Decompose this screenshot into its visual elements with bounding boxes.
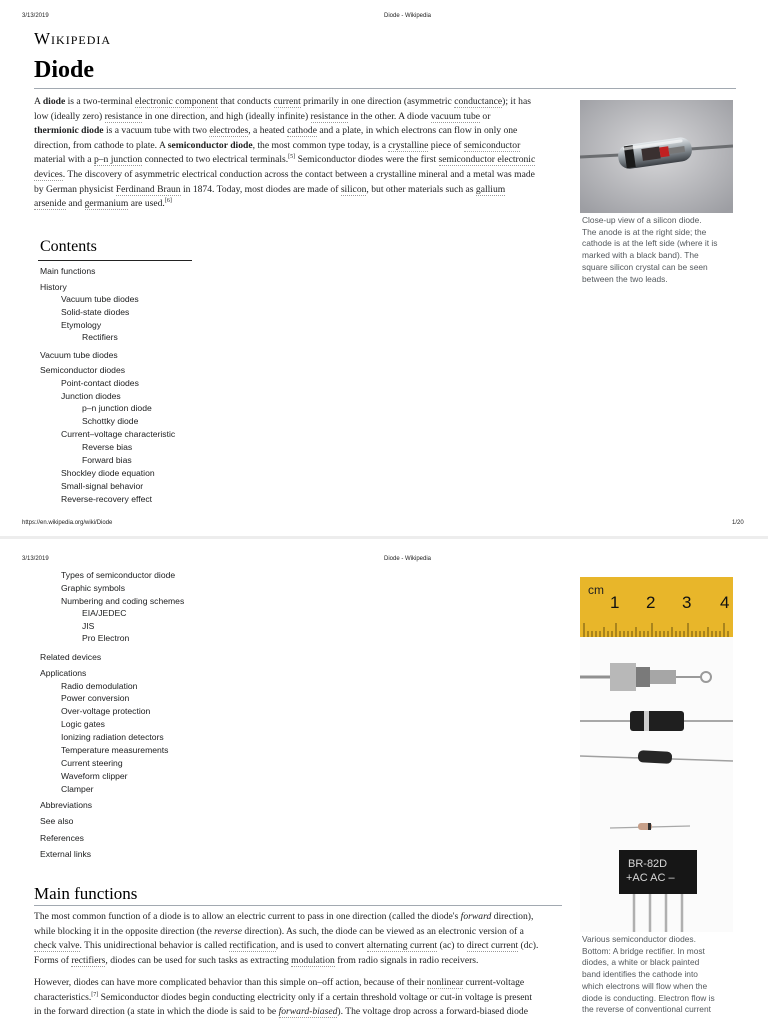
section-heading-main-functions: Main functions: [34, 884, 138, 903]
toc-item[interactable]: EIA/JEDEC: [82, 608, 127, 618]
toc-item[interactable]: Schottky diode: [82, 416, 139, 426]
intro-line: direction, from cathode to plate. A semiconductor diode, the most common type today, is a crystalline piece of semiconductor: [34, 139, 521, 151]
toc-item[interactable]: JIS: [82, 621, 95, 631]
toc-item[interactable]: Small-signal behavior: [61, 481, 144, 491]
link-germanium[interactable]: germanium: [84, 198, 129, 210]
toc-item[interactable]: Waveform clipper: [61, 771, 128, 781]
toc-item[interactable]: Current steering: [61, 758, 123, 768]
intro-line: thermionic diode is a vacuum tube with two electrodes, a heated cathode and a plate, in which electrons can flow in only one: [34, 125, 518, 137]
various-diodes-photo[interactable]: [580, 577, 733, 932]
link-semiconductor-electronic[interactable]: semiconductor electronic: [438, 154, 536, 166]
toc-item[interactable]: Current–voltage characteristic: [61, 429, 176, 439]
section-divider: [34, 905, 562, 906]
toc-item[interactable]: Logic gates: [61, 719, 105, 729]
toc-item[interactable]: p–n junction diode: [82, 403, 152, 413]
link-arsenide[interactable]: arsenide: [34, 198, 66, 210]
toc-item[interactable]: Rectifiers: [82, 332, 118, 342]
toc-item[interactable]: Types of semiconductor diode: [61, 570, 176, 580]
toc-item[interactable]: Shockley diode equation: [61, 468, 155, 478]
toc-item[interactable]: Clamper: [61, 784, 94, 794]
page2-header-date: 3/13/2019: [22, 556, 49, 562]
image-caption-1: Close-up view of a silicon diode. The anode is at the right side; the cathode is at the left side (where it is marked with a black band). The square silicon crystal can be seen between the two leads.: [582, 215, 718, 284]
page1-header-title: Diode - Wikipedia: [384, 13, 432, 19]
toc-item[interactable]: Numbering and coding schemes: [61, 596, 185, 606]
link-resistance-2[interactable]: resistance: [310, 110, 349, 122]
toc-item[interactable]: Etymology: [61, 320, 102, 330]
bridge-rectifier-marking: BR-82D: [628, 858, 668, 870]
toc-item[interactable]: Junction diodes: [61, 391, 121, 401]
link-rectifiers[interactable]: rectifiers: [71, 954, 106, 966]
title-divider: [34, 88, 736, 89]
page1-header-date: 3/13/2019: [22, 13, 49, 19]
ruler-label-3: 3: [682, 593, 692, 612]
page-separator: [0, 536, 768, 539]
toc-item[interactable]: Power conversion: [61, 693, 130, 703]
bridge-rectifier-pins-marking: +AC AC –: [626, 872, 675, 884]
main-functions-paragraph-2: However, diodes can have more complicated behavior than this simple on–off action, because of their nonlinear current-voltage characteristics.[7] Semiconductor diodes begin conducting electricity only if a certain threshold voltage or cut-in voltage is present in the forward direction (a state in which the diode is said to be forward-biased). The voltage drop across a forward-biased diode: [34, 977, 532, 1018]
intro-paragraph: [34, 95, 562, 212]
toc-item[interactable]: Ionizing radiation detectors: [61, 732, 164, 742]
ruler-label-1: 1: [610, 593, 620, 612]
link-forward-biased[interactable]: forward-biased: [278, 1006, 338, 1018]
intro-line: low (ideally zero) resistance in one direction, and high (ideally infinite) resistance in the other. A diode vacuum tube or: [34, 110, 491, 122]
toc-item[interactable]: Pro Electron: [82, 633, 130, 643]
toc-item[interactable]: Semiconductor diodes: [40, 365, 126, 375]
toc-item[interactable]: Reverse bias: [82, 442, 133, 452]
toc-item[interactable]: Temperature measurements: [61, 745, 169, 755]
toc-item[interactable]: Solid-state diodes: [61, 307, 130, 317]
toc-item[interactable]: Forward bias: [82, 455, 132, 465]
link-semiconductor[interactable]: semiconductor: [463, 139, 521, 151]
toc-item[interactable]: Over-voltage protection: [61, 706, 151, 716]
link-devices[interactable]: devices: [34, 168, 63, 180]
link-rectification[interactable]: rectification: [229, 940, 276, 952]
ruler-label-2: 2: [646, 593, 656, 612]
link-pn-junction[interactable]: p–n junction: [93, 154, 143, 166]
link-electrodes[interactable]: electrodes: [209, 125, 249, 137]
link-alternating-current[interactable]: alternating current: [366, 940, 438, 952]
link-silicon[interactable]: silicon: [340, 183, 367, 195]
intro-line: material with a p–n junction connected to two electrical terminals.[5] Semiconductor diodes were the first semiconductor electronic: [34, 154, 536, 166]
link-vacuum-tube[interactable]: vacuum tube: [430, 110, 481, 122]
link-ferdinand-braun[interactable]: Ferdinand Braun: [115, 183, 181, 195]
toc-item[interactable]: Vacuum tube diodes: [61, 294, 139, 304]
image-caption-2: Various semiconductor diodes. Bottom: A bridge rectifier. In most diodes, a white or black painted band identifies the cathode into which electrons will flow when the diode is conducting. Electron flow is the reverse of conventional current: [582, 934, 715, 1015]
link-direct-current[interactable]: direct current: [466, 940, 519, 952]
intro-line: by German physicist Ferdinand Braun in 1874. Today, most diodes are made of silicon, but other materials such as gallium: [34, 183, 506, 195]
toc-item[interactable]: Reverse-recovery effect: [61, 494, 153, 504]
page1-footer-page-number: 1/20: [732, 520, 744, 526]
ruler-unit: cm: [588, 583, 604, 597]
intro-line: A diode is a two-terminal electronic component that conducts current primarily in one direction (asymmetric conductance); it has: [34, 96, 531, 107]
link-gallium[interactable]: gallium: [475, 183, 506, 195]
link-modulation[interactable]: modulation: [291, 954, 335, 966]
link-resistance[interactable]: resistance: [104, 110, 143, 122]
link-check-valve[interactable]: check valve: [34, 940, 80, 952]
toc-item[interactable]: History: [40, 282, 67, 292]
toc-item[interactable]: Applications: [40, 668, 87, 678]
toc-item[interactable]: Vacuum tube diodes: [40, 350, 118, 360]
reference-5[interactable]: [5]: [288, 154, 296, 161]
contents-heading: Contents: [40, 238, 97, 255]
page2-header-title: Diode - Wikipedia: [384, 556, 432, 562]
reference-7[interactable]: [7]: [91, 991, 99, 998]
ruler-label-4: 4: [720, 593, 730, 612]
link-electronic-component[interactable]: electronic component: [135, 96, 218, 107]
toc-item[interactable]: Point-contact diodes: [61, 378, 139, 388]
intro-line: arsenide and germanium are used.[6]: [34, 197, 172, 210]
link-current[interactable]: current: [273, 96, 301, 107]
reference-6[interactable]: [6]: [164, 197, 172, 204]
link-crystalline[interactable]: crystalline: [388, 139, 429, 151]
toc-item[interactable]: External links: [40, 849, 92, 859]
intro-line: devices. The discovery of asymmetric electrical conduction across the contact between a crystalline mineral and a metal was made: [34, 168, 535, 180]
link-cathode[interactable]: cathode: [287, 125, 317, 137]
link-nonlinear[interactable]: nonlinear: [426, 977, 464, 988]
main-functions-paragraph-1: The most common function of a diode is to allow an electric current to pass in one direction (called the diode's forward direction), while blocking it in the opposite direction (the reverse direction). As such, the diode can be viewed as an electronic version of a check valve. This unidirectional behavior is called rectification, and is used to convert alternating current (ac) to direct current (dc). Forms of rectifiers, diodes can be used for such tasks as extracting modulation from radio signals in radio receivers.: [34, 911, 539, 966]
page-title: Diode: [34, 57, 94, 83]
toc-item[interactable]: See also: [40, 816, 74, 826]
toc-item[interactable]: Abbreviations: [40, 800, 93, 810]
toc-item[interactable]: Radio demodulation: [61, 681, 138, 691]
toc-item[interactable]: References: [40, 833, 84, 843]
toc-item[interactable]: Related devices: [40, 652, 102, 662]
contents-divider: [38, 260, 192, 261]
link-conductance[interactable]: conductance: [454, 96, 503, 107]
toc-item[interactable]: Graphic symbols: [61, 583, 125, 593]
wikipedia-logo[interactable]: Wikipedia: [34, 29, 112, 48]
page1-footer-url: https://en.wikipedia.org/wiki/Diode: [22, 520, 113, 526]
silicon-diode-photo[interactable]: [580, 100, 733, 213]
toc-item[interactable]: Main functions: [40, 266, 96, 276]
